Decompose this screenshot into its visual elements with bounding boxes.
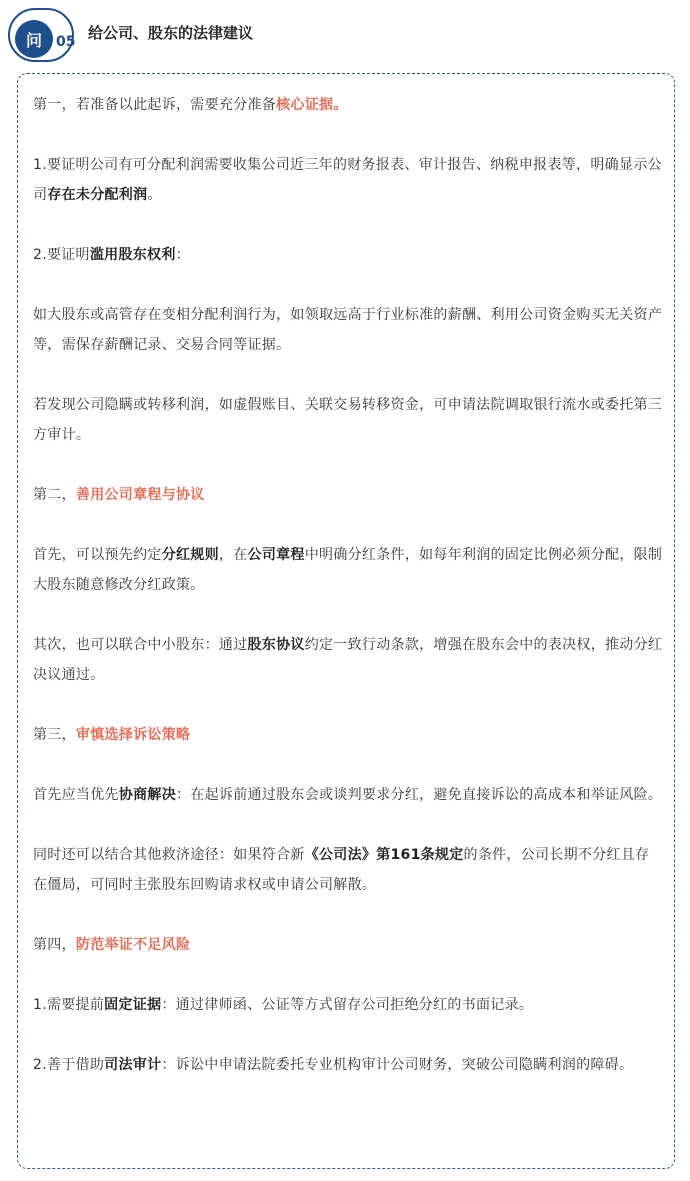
paragraph-gap [33,600,663,630]
text-run: ：通过律师函、公证等方式留存公司拒绝分红的书面记录。 [161,997,534,1013]
text-run: 若发现公司隐瞒或转移利润，如虚假账目、关联交易转移资金，可申请法院调取银行流水或委托第三方审计。 [33,397,663,443]
paragraph-gap [33,120,663,150]
paragraph-gap [33,270,663,300]
paragraph-gap [33,810,663,840]
text-run: ，在 [218,547,248,563]
text-run: 1.要证明公司有可分配利润需要收集公司近三年的财务报表、审计报告、纳税申报表等，明确显示公司 [33,157,662,203]
text-run: 2.善于借助 [33,1057,105,1073]
highlight-text: 善用公司章程与协议 [75,487,205,503]
bold-text: 固定证据 [104,997,162,1013]
text-run: ：在起诉前通过股东会或谈判要求分红，避免直接诉讼的高成本和举证风险。 [176,787,663,803]
text-run: 的条件，公司长期不分红且存在僵局，可同时主张股东回购请求权或申请公司解散。 [33,847,650,893]
paragraph-gap [33,210,663,240]
bold-text: 分红规则 [161,547,219,563]
bold-text: 存在未分配利润 [47,187,148,203]
paragraph-gap [33,750,663,780]
paragraph [33,480,663,510]
text-run: ： [175,247,190,263]
text-run: 同时还可以结合其他救济途径：如果符合新 [33,847,305,863]
paragraph [33,1050,663,1080]
section-title: 给公司、股东的法律建议 [88,24,254,42]
paragraph-gap [33,690,663,720]
bold-text: 协商解决 [118,787,177,803]
article-body [33,90,663,1080]
highlight-text: 防范举证不足风险 [75,937,191,953]
bold-text: 《公司法》第161条规定 [304,847,464,863]
paragraph [33,780,663,810]
paragraph [33,300,663,360]
text-run: 1.需要提前 [33,997,105,1013]
bold-text: 股东协议 [247,637,305,653]
text-run: 。 [147,187,162,203]
bold-text: 司法审计 [104,1057,162,1073]
text-run: 首先，可以预先约定 [33,547,162,563]
question-badge [8,8,74,62]
section-header [0,0,690,66]
text-run: 第一，若准备以此起诉，需要充分准备 [33,97,277,113]
paragraph [33,930,663,960]
text-run: 首先应当优先 [33,787,119,803]
text-run: 如大股东或高管存在变相分配利润行为，如领取远高于行业标准的薪酬、利用公司资金购买无关资产等，需保存薪酬记录、交易合同等证据。 [33,307,663,353]
text-run: 其次，也可以联合中小股东：通过 [33,637,248,653]
paragraph [33,90,663,120]
text-run: 2.要证明 [33,247,90,263]
badge-number: 05 [56,34,76,50]
paragraph-gap [33,1020,663,1050]
paragraph-gap [33,900,663,930]
highlight-text: 审慎选择诉讼策略 [75,727,191,743]
paragraph [33,630,663,690]
text-run: 第二， [33,487,76,503]
text-run: 中明确分红条件，如每年利润的固定比例必须分配，限制大股东随意修改分红政策。 [33,547,663,593]
paragraph-gap [33,960,663,990]
badge-label: 问 [15,20,53,58]
paragraph [33,150,663,210]
paragraph [33,390,663,450]
text-run: 第三， [33,727,76,743]
paragraph-gap [33,510,663,540]
text-run: 约定一致行动条款，增强在股东会中的表决权，推动分红决议通过。 [33,637,663,683]
highlight-text: 核心证据。 [276,97,348,113]
paragraph-gap [33,450,663,480]
paragraph [33,240,663,270]
paragraph [33,720,663,750]
paragraph [33,840,663,900]
paragraph-gap [33,360,663,390]
text-run: ：诉讼中申请法院委托专业机构审计公司财务，突破公司隐瞒利润的障碍。 [161,1057,634,1073]
bold-text: 滥用股东权利 [89,247,176,263]
paragraph [33,540,663,600]
paragraph [33,990,663,1020]
text-run: 第四， [33,937,76,953]
bold-text: 公司章程 [247,547,305,563]
